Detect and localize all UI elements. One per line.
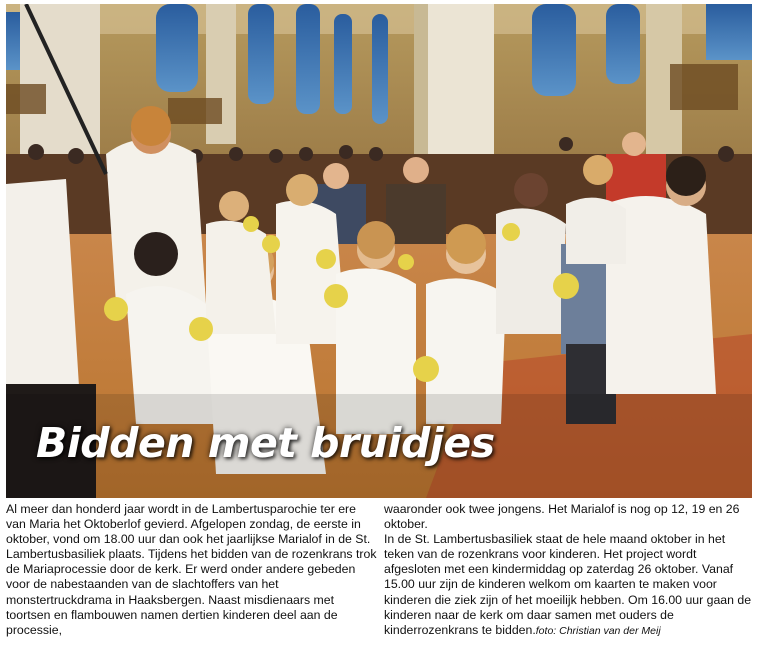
article-paragraph [384,532,752,639]
article-paragraph: Al meer dan honderd jaar wordt in de Lambertusparochie ter ere van Maria het Oktoberlof gevierd. Afgelopen zondag, de eerste in oktober, vond om 18.00 uur dan ook het jaarlijkse Marialof in de St. Lambertusbasiliek plaats. Tijdens het bidden van de rozenkrans trok de Mariaprocessie door de kerk. Er werd onder andere gebeden voor de nabestaanden van de slachtoffers van het monstertruckdrama in Haaksbergen. Naast misdienaars met toortsen en flambouwen namen dertien kinderen deel aan de processie, [6,502,377,637]
headline: Bidden met bruidjes [36,419,495,467]
article-paragraph: waaronder ook twee jongens. Het Marialof is nog op 12, 19 en 26 oktober. [384,502,740,532]
photo-credit: foto: Christian van der Meij [535,624,661,637]
article-column-left [6,502,378,638]
article-column-right [384,502,752,639]
article-paragraph-text: In de St. Lambertusbasiliek staat de hele maand oktober in het teken van de rozenkrans voor kinderen. Het project wordt afgesloten met een kindermiddag op zaterdag 26 oktober. Vanaf 15.00 uur zijn de kinderen welkom om kaarten te maken voor kinderen die ziek zijn of het moeilijk hebben. Om 16.00 uur gaan de kinderen naar de kerk om daar samen met ouders de kinderrozenkrans te bidden. [384,532,752,637]
church-procession-photo [6,4,752,498]
